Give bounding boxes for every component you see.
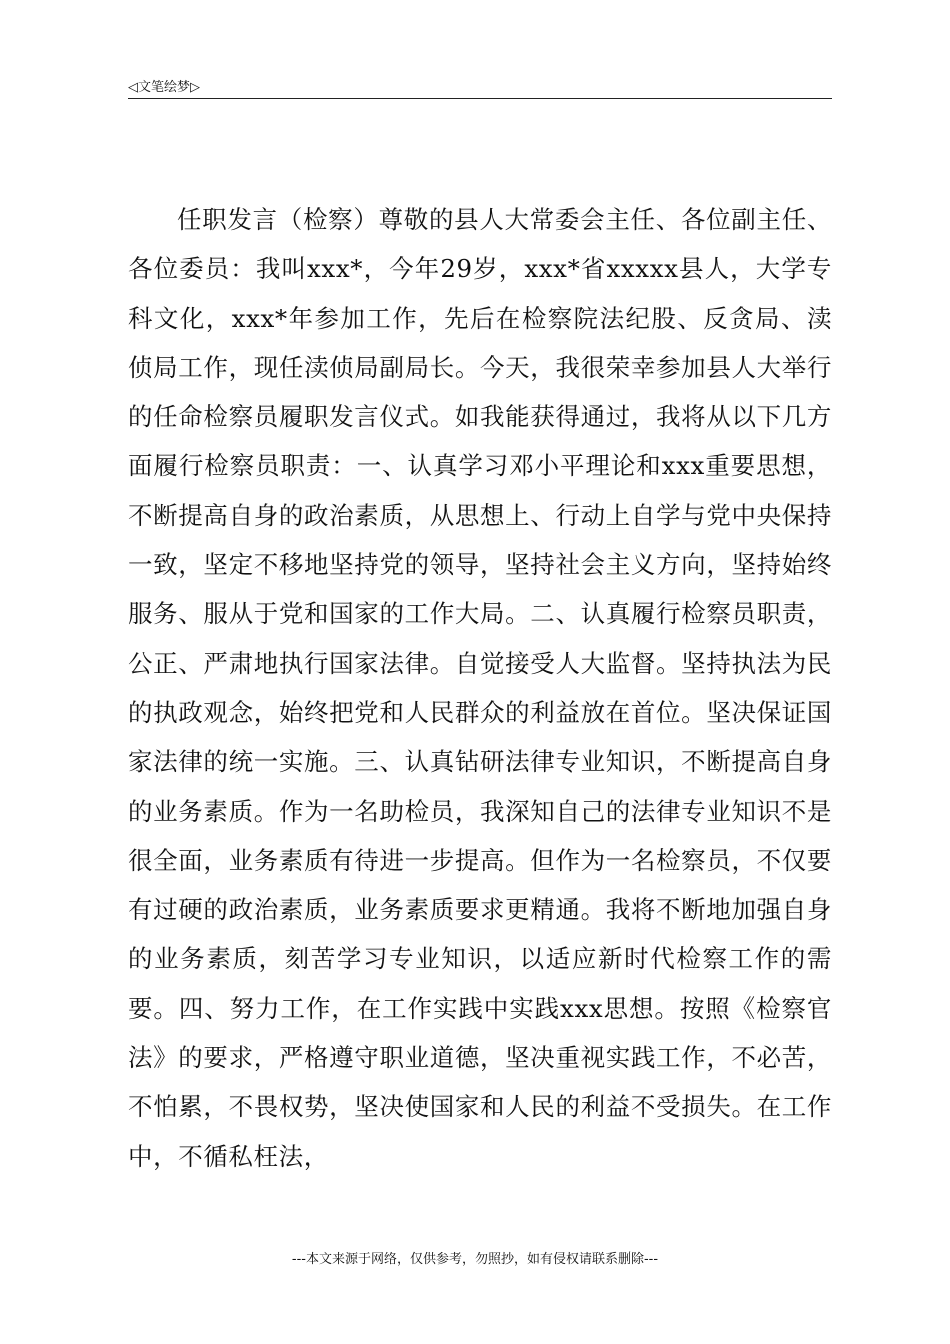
footer-disclaimer: ---本文来源于网络，仅供参考，勿照抄，如有侵权请联系删除--- xyxy=(291,1252,659,1267)
page-header xyxy=(128,74,832,99)
header-label: ◁文笔绘梦▷ xyxy=(128,80,200,95)
document-body: 任职发言（检察）尊敬的县人大常委会主任、各位副主任、各位委员：我叫xxx*，今年29岁，xxx*省xxxxx县人，大学专科文化，xxx*年参加工作，先后在检察院法纪股、反贪局、渎侦局工作，现任渎侦局副局长。今天，我很荣幸参加县人大举行的任命检察员履职发言仪式。如我能获得通过，我将从以下几方面履行检察员职责：一、认真学习邓小平理论和xxx重要思想，不断提高自身的政治素质，从思想上、行动上自学与党中央保持一致，坚定不移地坚持党的领导，坚持社会主义方向，坚持始终服务、服从于党和国家的工作大局。二、认真履行检察员职责，公正、严肃地执行国家法律。自觉接受人大监督。坚持执法为民的执政观念，始终把党和人民群众的利益放在首位。坚决保证国家法律的统一实施。三、认真钻研法律专业知识，不断提高自身的业务素质。作为一名助检员，我深知自己的法律专业知识不是很全面，业务素质有待进一步提高。但作为一名检察员，不仅要有过硬的政治素质，业务素质要求更精通。我将不断地加强自身的业务素质，刻苦学习专业知识，以适应新时代检察工作的需要。四、努力工作，在工作实践中实践xxx思想。按照《检察官法》的要求，严格遵守职业道德，坚决重视实践工作，不必苦，不怕累，不畏权势，坚决使国家和人民的利益不受损失。在工作中，不循私枉法， xyxy=(128,205,832,1171)
